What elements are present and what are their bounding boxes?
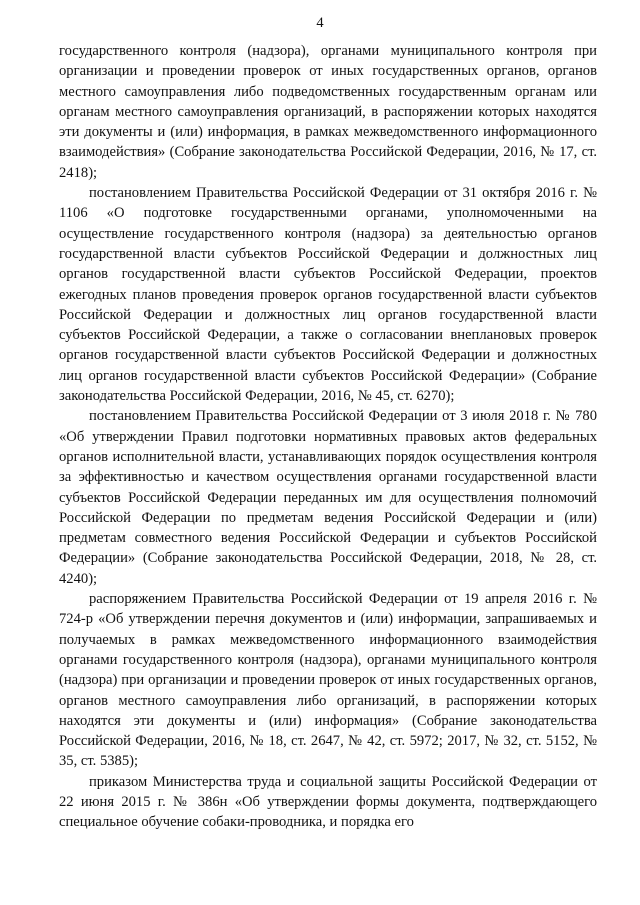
paragraph-order-724r: распоряжением Правительства Российской Федерации от 19 апреля 2016 г. № 724-р «Об утверждении перечня документов и (или) информации, запрашиваемых и получаемых в рамках межведомственного информационного взаимодействия органами государственного контроля (надзора), органами муниципального контроля (надзора) при организации и проведении проверок от иных государственных органов, органов местного самоуправления либо организаций, в распоряжении которых находятся эти документы и (или) информация» (Собрание законодательства Российской Федерации, 2016, № 18, ст. 2647, № 42, ст. 5972; 2017, № 32, ст. 5152, № 35, ст. 5385); (59, 591, 597, 770)
paragraph-order-386n: приказом Министерства труда и социальной защиты Российской Федерации от 22 июня 2015 г. № 386н «Об утверждении формы документа, подтверждающего специальное обучение собаки-проводника, и порядка его (59, 773, 597, 831)
document-body (59, 41, 597, 833)
paragraph-continuation: государственного контроля (надзора), органами муниципального контроля при организации и проведении проверок от иных государственных органов, органов местного самоуправления либо подведомственных государственным органам или органам местного самоуправления организаций, в распоряжении которых находятся эти документы и (или) информация, в рамках межведомственного информационного взаимодействия» (Собрание законодательства Российской Федерации, 2016, № 17, ст. 2418); (59, 43, 597, 181)
page-number: 4 (316, 15, 324, 31)
paragraph-decree-1106: постановлением Правительства Российской Федерации от 31 октября 2016 г. № 1106 «О подготовке государственными органами, уполномоченными на осуществление государственного контроля (надзора) за деятельностью органов государственной власти субъектов Российской Федерации и должностных лиц органов государственной власти субъектов Российской Федерации, проектов ежегодных планов проведения проверок органов государственной власти субъектов Российской Федерации и должностных лиц органов государственной власти субъектов Российской Федерации, а также о согласовании внеплановых проверок органов государственной власти субъектов Российской Федерации и должностных лиц органов государственной власти субъектов Российской Федерации» (Собрание законодательства Российской Федерации, 2016, № 45, ст. 6270); (59, 185, 597, 405)
paragraph-decree-780: постановлением Правительства Российской Федерации от 3 июля 2018 г. № 780 «Об утверждении Правил подготовки нормативных правовых актов федеральных органов исполнительной власти, устанавливающих порядок осуществления контроля за эффективностью и качеством осуществления органами государственной власти субъектов Российской Федерации переданных им для осуществления полномочий Российской Федерации по предметам ведения Российской Федерации и (или) предметам совместного ведения Российской Федерации и субъектов Российской Федерации» (Собрание законодательства Российской Федерации, 2018, № 28, ст. 4240); (59, 408, 597, 587)
